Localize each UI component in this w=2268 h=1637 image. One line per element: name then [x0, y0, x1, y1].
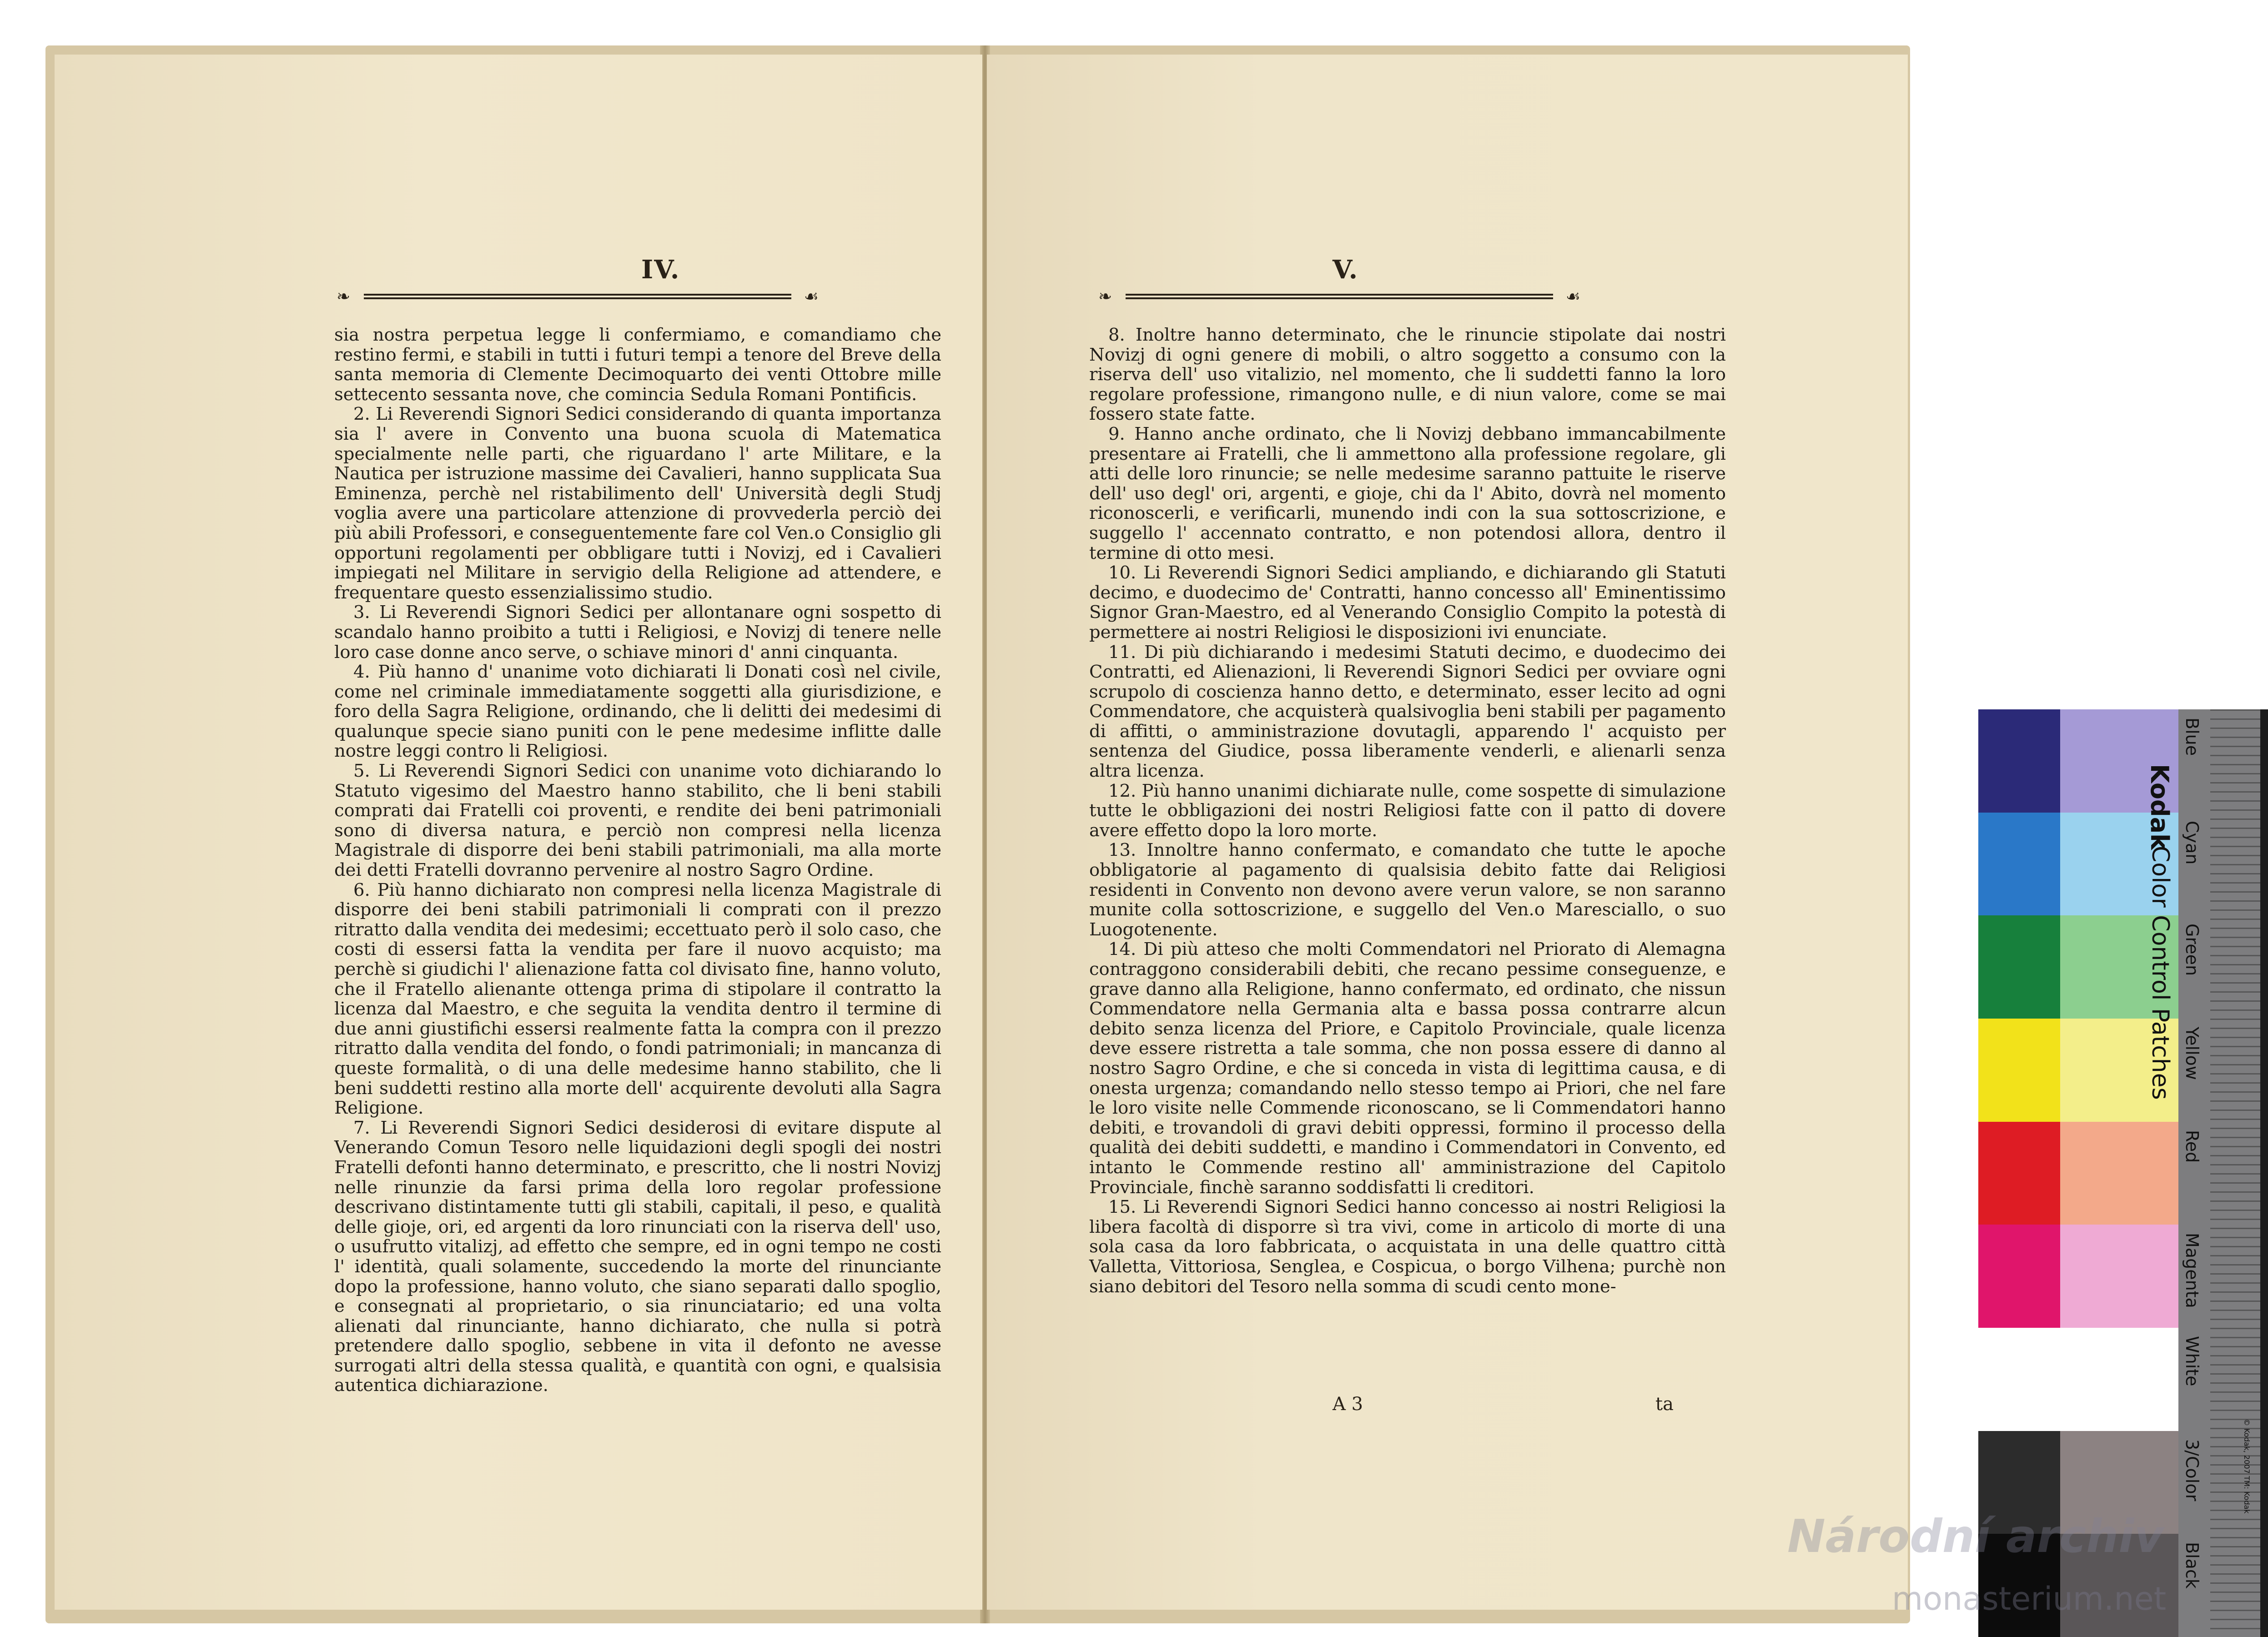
- color-patch-tint: [2060, 1328, 2178, 1431]
- left-head-rule: [337, 287, 819, 306]
- color-patch-blue: [1978, 709, 2060, 813]
- color-patch-red: [1978, 1122, 2060, 1225]
- left-page-number: IV.: [641, 255, 680, 285]
- color-patch-green: [1978, 915, 2060, 1019]
- paragraph: 2. Li Reverendi Signori Sedici considerando di quanta importanza sia l' avere in Convento una buona scuola di Matematica specialmente nelle parti, che riguardano l' arte Militare, e la Nautica per istruzione massime dei Cavalieri, hanno supplicata Sua Eminenza, perchè nel ristabilimento dell' Università degli Studj voglia avere una particolare attenzione di provvederla perciò dei più abili Professori, e conseguentemente fare col Ven.o Consiglio gli opportuni regolamenti per obbligare tutti i Novizj, ed i Cavalieri impiegati nel Militare in servigio della Religione ad attendere, e frequentare questo essenzialissimo studio.: [334, 404, 941, 603]
- ornament-icon: ☙: [1565, 287, 1580, 306]
- color-patch-cyan: [1978, 813, 2060, 916]
- paragraph: sia nostra perpetua legge li confermiamo, e comandiamo che restino fermi, e stabili in tutti i futuri tempi a tenore del Breve della santa memoria di Clemente Decimoquarto dei venti Ottobre mille settecento sessanta nove, che comincia Sedula Romani Pontificis.: [334, 325, 941, 405]
- paragraph: 5. Li Reverendi Signori Sedici con unanime voto dichiarando lo Statuto vigesimo del Maestro hanno stabilito, che li beni stabili comprati dai Fratelli coi proventi, e rendite dei beni patrimoniali sono di diversa natura, e perciò non compresi nella licenza Magistrale di disporre dei beni stabili patrimoniali, ma alla morte dei detti Fratelli dovranno pervenire al nostro Sagro Ordine.: [334, 761, 941, 881]
- paragraph: 13. Innoltre hanno confermato, e comandato che tutte le apoche obbligatorie al pagamento di qualsisia debito fatte dai Religiosi residenti in Convento non devono avere verun valore, se non saranno munite colla sottoscrizione, e suggello del Ven.o Maresciallo, o suo Luogotenente.: [1089, 840, 1726, 940]
- right-head-rule: [1098, 287, 1580, 306]
- paragraph: 10. Li Reverendi Signori Sedici ampliando, e dichiarando gli Statuti decimo, e duodecimo de' Contratti, hanno concesso all' Eminentissimo Signor Gran-Maestro, ed al Venerando Consiglio Compito la potestà di permettere ai nostri Religiosi le disposizioni ivi enunciate.: [1089, 562, 1726, 643]
- target-product: Color Control Patches: [2147, 846, 2174, 1100]
- patch-label: Yellow: [2182, 1027, 2202, 1080]
- color-patch-white: [1978, 1328, 2060, 1431]
- color-patch-tint: [2060, 1122, 2178, 1225]
- head-rule-line: [1126, 294, 1553, 299]
- patch-label: Cyan: [2182, 820, 2202, 865]
- paragraph: 12. Più hanno unanimi dichiarate nulle, come sospette di simulazione tutte le obbligazioni dei nostri Religiosi fatte con il patto di dovere avere effetto dopo la loro morte.: [1089, 780, 1726, 841]
- paragraph: 14. Di più atteso che molti Commendatori nel Priorato di Alemagna contraggono considerabili debiti, che recano pessime conseguenze, e grave danno alla Religione, hanno confermato, ed ordinato, che nissun Commendatore nella Germania alta e bassa possa contrarre alcun debito senza licenza del Priore, e Capitolo Provinciale, quale licenza deve essere ristretta a tale somma, che non possa essere di danno al nostro Sagro Ordine, e che si conceda in vista di legittima causa, e di onesta urgenza; comandando nello stesso tempo ai Priori, che nel fare le loro visite nelle Commende riconoscano, se li Commendatori hanno debiti, e trovandoli di gravi debiti oppressi, formino il processo della qualità dei debiti suddetti, e mandino i Commendatori in Convento, ed intanto le Commende restino all' amministrazione del Capitolo Provinciale, finchè saranno soddisfatti li creditori.: [1089, 939, 1726, 1198]
- ornament-icon: ❧: [1098, 287, 1112, 306]
- patch-label: Green: [2182, 924, 2202, 976]
- open-book: [45, 45, 1910, 1623]
- paragraph: 15. Li Reverendi Signori Sedici hanno concesso ai nostri Religiosi la libera facoltà di disporre sì tra vivi, come in articolo di morte di una sola casa da loro fabbricata, o acquistata in una delle quattro città Valletta, Vittoriosa, Senglea, e Cospicua, o borgo Vilhena; purchè non siano debitori del Tesoro nella somma di scudi cento mone-: [1089, 1197, 1726, 1297]
- paragraph: 6. Più hanno dichiarato non compresi nella licenza Magistrale di disporre dei beni stabili patrimoniali li comprati con il prezzo ritratto dalla vendita dei medesimi; eccettuato però il solo caso, che costi di essersi fatta la vendita per fare il nuovo acquisto; ma perchè si giudichi l' alienazione fatta col divisato fine, hanno voluto, che il Fratello alienante ottenga prima di stipolare il contratto la licenza dal Maestro, e che seguita la vendita dentro il termine di due anni giustifichi essersi realmente fatta la compra con il prezzo ritratto dalla vendita del fondo, o fondi patrimoniali; in mancanza di queste formalità, o di una delle medesime hanno stabilito, che li beni suddetti restino alla morte dell' acquirente devoluti alla Sagra Religione.: [334, 879, 941, 1119]
- left-page-text: [334, 325, 941, 1396]
- paragraph: 11. Di più dichiarando i medesimi Statuti decimo, e duodecimo dei Contratti, ed Alienazioni, li Reverendi Signori Sedici per ovviare ogni scrupolo di coscienza hanno detto, e determinato, esser lecito ad ogni Commendatore, che acquisterà qualsivoglia beni stabili per pagamento di affitti, o amministrazione dovutagli, apparendo l' acquisto per sentenza del Giudice, possa liberamente venderli, e alienarli senza altra licenza.: [1089, 642, 1726, 782]
- left-page: [55, 55, 982, 1610]
- patch-label: Blue: [2182, 718, 2202, 756]
- target-brand: Kodak: [2145, 764, 2174, 850]
- paragraph: 3. Li Reverendi Signori Sedici per allontanare ogni sospetto di scandalo hanno proibito a tutti i Religiosi, e Novizj di tenere nelle loro case donne anco serve, o schiave minori d' anni cinquanta.: [334, 602, 941, 663]
- color-patch-yellow: [1978, 1019, 2060, 1122]
- right-page-number: V.: [1333, 255, 1359, 285]
- color-patch-magenta: [1978, 1225, 2060, 1328]
- archive-url: monasterium.net: [1892, 1580, 2167, 1617]
- archive-watermark: Národní archiv: [1787, 1510, 2164, 1563]
- patch-label: Red: [2182, 1130, 2202, 1163]
- patch-label: 3/Color: [2182, 1439, 2202, 1501]
- patch-label: White: [2182, 1336, 2202, 1386]
- ornament-icon: ☙: [804, 287, 819, 306]
- color-patch-tint: [2060, 1225, 2178, 1328]
- right-page: [987, 55, 1908, 1610]
- paragraph: 8. Inoltre hanno determinato, che le rinuncie stipolate dai nostri Novizj di ogni genere di mobili, o altro soggetto a consumo con la riserva dell' uso vitalizio, nel momento, che li suddetti fanno la loro regolare professione, rimangono nulle, e di niun valore, come se mai fossero state fatte.: [1089, 325, 1726, 425]
- right-page-text: [1089, 325, 1726, 1296]
- paragraph: 7. Li Reverendi Signori Sedici desiderosi di evitare dispute al Venerando Comun Tesoro nelle liquidazioni degli spogli dei nostri Fratelli defonti hanno determinato, e prescritto, che li nostri Novizj nelle rinunzie da farsi prima della loro regolar professione descrivano distintamente tutti gli stabili, capitali, il peso, e qualità delle gioje, ori, ed argenti da loro rinunciati con la riserva dell' uso, o usufrutto vitalizj, ad effetto che sempre, ed in ogni tempo ne costi l' identità, quali solamente, succedendo la morte del rinunciante dopo la professione, hanno voluto, che siano separati dallo spoglio, e consegnati al proprietario, o sia rinunciatario; ed una volta alienati dal rinunciante, hanno dichiarato, che nulla si potrà pretendere dallo spoglio, sebbene in vita il defonto ne avesse surrogati altri della stessa qualità, e quantità con ogni, e qualsisia autentica dichiarazione.: [334, 1117, 941, 1396]
- paragraph: 4. Più hanno d' unanime voto dichiarati li Donati così nel civile, come nel criminale immediatamente soggetti alla giurisdizione, e foro della Sagra Religione, ordinando, che li delitti dei medesimi di qualunque specie siano puniti con le pene medesime inflitte dalle nostre leggi contro li Religiosi.: [334, 662, 941, 762]
- patch-label: Black: [2182, 1542, 2202, 1589]
- paragraph: 9. Hanno anche ordinato, che li Novizj debbano immancabilmente presentare ai Fratelli, che li ammettono alla professione regolare, gli atti delle loro rinuncie; se nelle medesime saranno pattuite le riserve dell' uso degl' ori, argenti, e gioje, chi da l' Abito, dovrà nel momento riconoscerli, e verificarli, munendo indi con la sua sottoscrizione, e suggello l' accennato contratto, e non potendosi allora, dentro il termine di otto mesi.: [1089, 423, 1726, 563]
- catchword: ta: [1655, 1394, 1674, 1415]
- signature-mark: A 3: [1333, 1394, 1363, 1415]
- head-rule-line: [364, 294, 791, 299]
- target-branding: [2145, 709, 2260, 1637]
- ornament-icon: ❧: [337, 287, 351, 306]
- patch-label: Magenta: [2182, 1233, 2202, 1309]
- target-copyright: © Kodak, 2007 TM: Kodak: [2243, 1419, 2251, 1514]
